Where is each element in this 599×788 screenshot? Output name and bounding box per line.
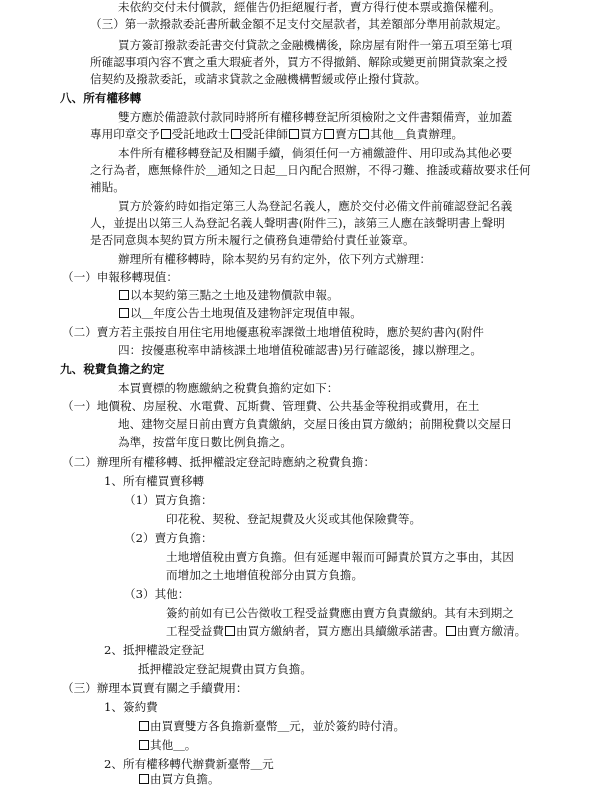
paragraph-line-with-checkboxes bbox=[90, 127, 463, 142]
checkbox[interactable] bbox=[119, 308, 129, 318]
subclause-heading: 1、所有權買賣移轉 bbox=[104, 474, 205, 488]
checkbox[interactable] bbox=[225, 626, 235, 636]
paragraph-line: 而增加之土地增值稅部分由買方負擔。 bbox=[166, 568, 364, 582]
checkbox[interactable] bbox=[324, 129, 334, 139]
paragraph-line: 本件所有權移轉登記及相關手續，倘須任何一方補繳證件、用印或為其他必要 bbox=[118, 146, 513, 160]
paragraph-line: 本買賣標的物應繳納之稅費負擔約定如下： bbox=[118, 381, 339, 395]
clause-7-3-heading: （三）第一款撥款委託書所載金額不足支付交屋款者，其差額部分準用前款規定。 bbox=[90, 17, 508, 31]
option-line bbox=[138, 738, 196, 753]
paragraph-line: 未依約交付未付價款，經催告仍拒絕履行者，賣方得行使本票或擔保權利。 bbox=[118, 0, 501, 14]
paragraph-line: 辦理所有權移轉時，除本契約另有約定外，依下列方式辦理： bbox=[118, 252, 432, 266]
checkbox[interactable] bbox=[289, 129, 299, 139]
paragraph-text: 工程受益費 bbox=[166, 624, 224, 638]
paragraph-text: 專用印章交予 bbox=[90, 127, 160, 141]
option-label: 受託地政士 bbox=[171, 127, 230, 141]
subclause-heading: 2、抵押權設定登記 bbox=[104, 643, 205, 657]
option-line bbox=[138, 719, 405, 734]
option-label: 其他＿。 bbox=[150, 738, 197, 752]
paragraph-line: 抵押權設定登記規費由買方負擔。 bbox=[138, 662, 312, 676]
option-label: 賣方 bbox=[335, 127, 359, 141]
paragraph-line: 之行為者，應無條件於＿通知之日起＿日內配合照辦，不得刁難、推諉或藉故要求任何 bbox=[90, 163, 531, 177]
option-label: 其他＿負責辦理。 bbox=[370, 127, 464, 141]
option-label: 受託律師 bbox=[241, 127, 288, 141]
section-8-heading: 八、所有權移轉 bbox=[60, 91, 142, 105]
option-label: 由買方繳納者，買方應出具續繳承諾書。 bbox=[235, 624, 445, 638]
option-label: 由賣方繳清。 bbox=[456, 624, 527, 638]
checkbox[interactable] bbox=[446, 626, 456, 636]
paragraph-line: 信契約及撥款委託，或請求貸款之金融機構暫緩或停止撥付貸款。 bbox=[90, 72, 427, 86]
item-heading: （2）賣方負擔： bbox=[124, 531, 213, 545]
checkbox[interactable] bbox=[119, 290, 129, 300]
paragraph-line: 人，並提出以第三人為登記名義人聲明書(附件三)，該第三人應在該聲明書上聲明 bbox=[90, 216, 505, 230]
item-heading: （1）買方負擔： bbox=[124, 493, 213, 507]
paragraph-line: 印花稅、契稅、登記規費及火災或其他保險費等。 bbox=[166, 512, 422, 526]
checkbox[interactable] bbox=[359, 129, 369, 139]
clause-8-2-heading: （二）賣方若主張按自用住宅用地優惠稅率課徵土地增值稅時，應於契約書內(附件 bbox=[62, 325, 484, 339]
checkbox[interactable] bbox=[139, 774, 149, 784]
option-label: 以本契約第三點之土地及建物價款申報。 bbox=[130, 288, 339, 302]
paragraph-line: 地、建物交屋日前由賣方負責繳納，交屋日後由買方繳納；前開稅費以交屋日 bbox=[118, 417, 513, 431]
paragraph-line: 所確認事項內容不實之重大瑕疵者外，買方不得撤銷、解除或變更前開貸款案之授 bbox=[90, 55, 508, 69]
checkbox[interactable] bbox=[139, 721, 149, 731]
paragraph-line: 為準，按當年度日數比例負擔之。 bbox=[118, 435, 292, 449]
clause-9-1-heading: （一）地價稅、房屋稅、水電費、瓦斯費、管理費、公共基金等稅捐或費用，在土 bbox=[62, 399, 480, 413]
paragraph-line: 買方簽訂撥款委託書交付貸款之金融機構後，除房屋有附件一第五項至第七項 bbox=[118, 38, 513, 52]
clause-8-1-heading: （一）申報移轉現值： bbox=[62, 270, 178, 284]
option-line bbox=[138, 772, 220, 787]
paragraph-line: 補貼。 bbox=[90, 180, 125, 194]
clause-9-2-heading: （二）辦理所有權移轉、抵押權設定登記時應納之稅費負擔： bbox=[62, 455, 376, 469]
option-label: 買方 bbox=[299, 127, 324, 141]
clause-9-3-heading: （三）辦理本買賣有關之手續費用： bbox=[62, 681, 248, 695]
paragraph-line: 簽約前如有已公告徵收工程受益費應由賣方負責繳納。其有未到期之 bbox=[166, 606, 514, 620]
option-label: 由買賣雙方各負擔新臺幣＿元，並於簽約時付清。 bbox=[150, 719, 406, 733]
checkbox[interactable] bbox=[231, 129, 241, 139]
subclause-heading: 1、簽約費 bbox=[104, 700, 158, 714]
paragraph-line: 是否同意與本契約買方所未履行之債務負連帶給付責任並簽章。 bbox=[90, 233, 415, 247]
paragraph-line: 買方於簽約時如指定第三人為登記名義人，應於交付必備文件前確認登記名義 bbox=[118, 199, 513, 213]
checkbox[interactable] bbox=[139, 740, 149, 750]
option-line bbox=[118, 288, 339, 303]
paragraph-line: 土地增值稅由賣方負擔。但有延遲申報而可歸責於買方之事由，其因 bbox=[166, 550, 514, 564]
section-9-heading: 九、稅費負擔之約定 bbox=[60, 362, 165, 376]
item-heading: （3）其他： bbox=[124, 587, 190, 601]
option-label: 由買方負擔。 bbox=[150, 772, 220, 786]
checkbox[interactable] bbox=[161, 129, 171, 139]
option-line bbox=[118, 306, 362, 321]
subclause-heading: 2、所有權移轉代辦費新臺幣＿元 bbox=[104, 757, 274, 771]
paragraph-line: 雙方應於備證款付款同時將所有權移轉登記所須檢附之文件書類備齊，並加蓋 bbox=[118, 110, 513, 124]
option-label: 以＿年度公告土地現值及建物評定現值申報。 bbox=[130, 306, 362, 320]
paragraph-line: 四：按優惠稅率申請核課土地增值稅確認書)另行確認後，據以辦理之。 bbox=[118, 343, 482, 357]
paragraph-line-with-checkboxes bbox=[166, 624, 526, 639]
